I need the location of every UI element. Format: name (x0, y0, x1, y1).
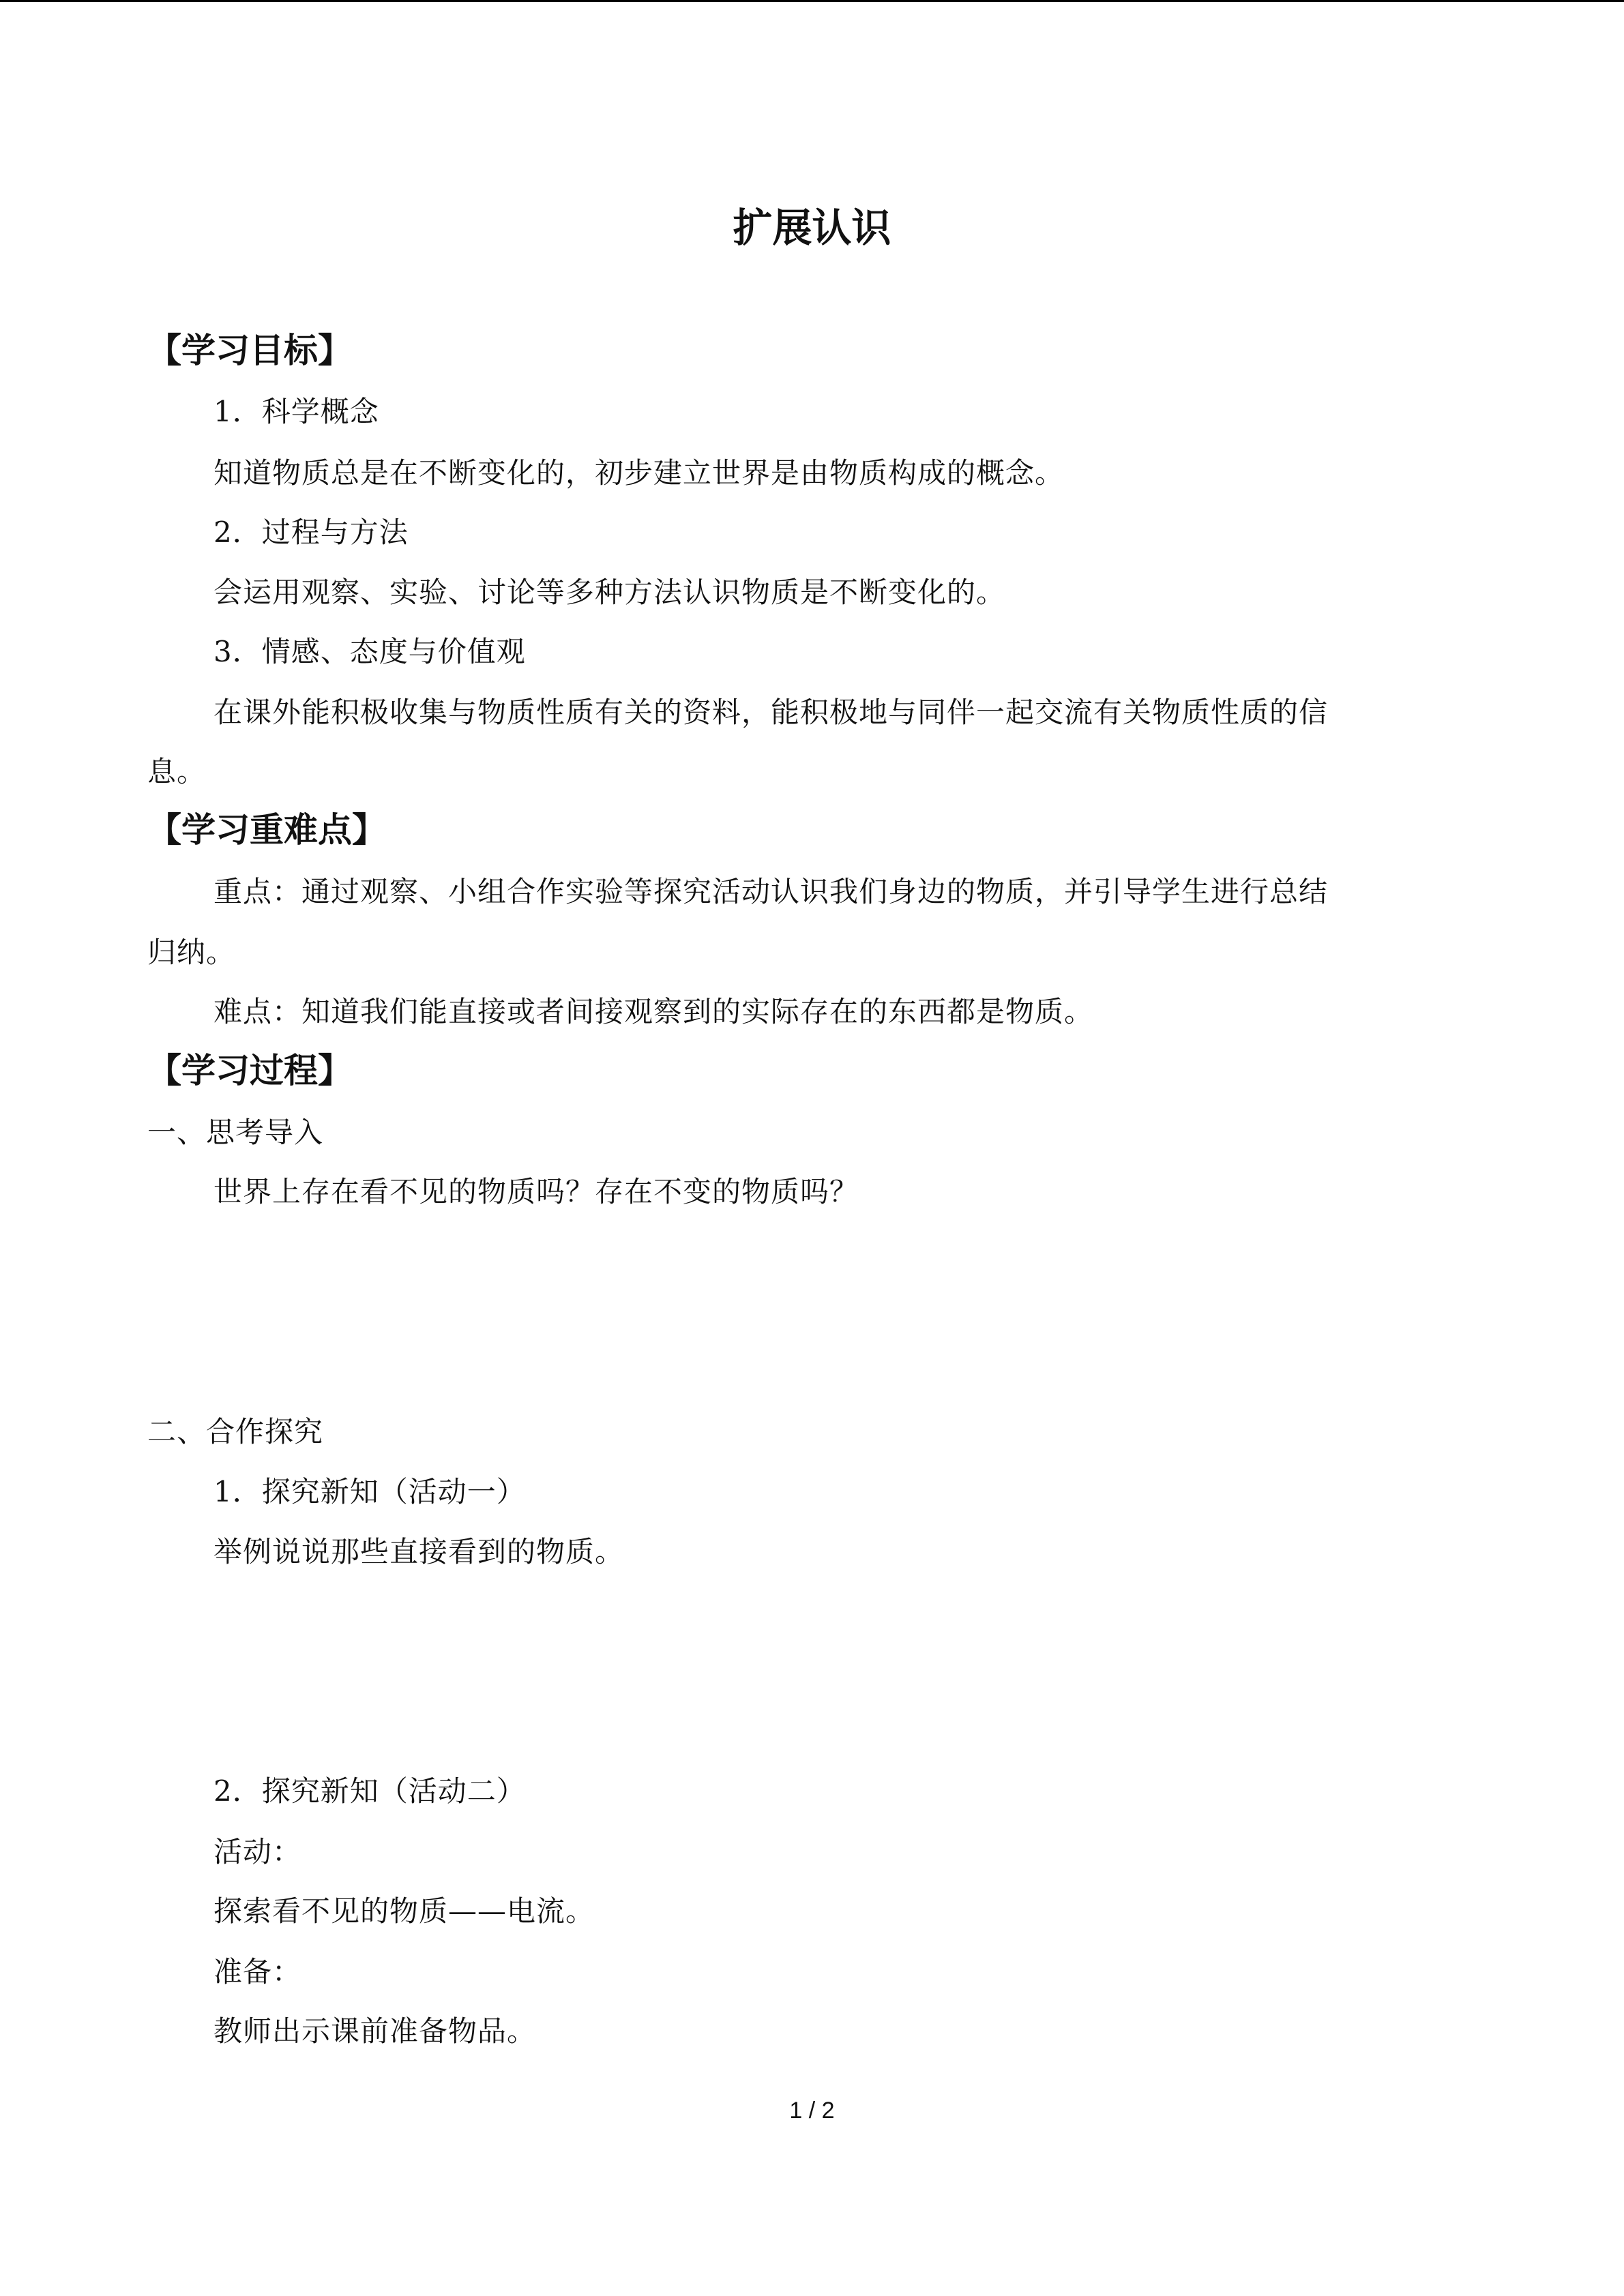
key-point-difficulty: 难点：知道我们能直接或者间接观察到的实际存在的东西都是物质。 (213, 995, 1094, 1028)
activity1-text: 举例说说那些直接看到的物质。 (213, 1535, 625, 1568)
objective-2-title: 2．过程与方法 (213, 516, 409, 549)
objective-3-text-line1: 在课外能积极收集与物质性质有关的资料，能积极地与同伴一起交流有关物质性质的信 (213, 696, 1329, 729)
prep-text: 教师出示课前准备物品。 (213, 2014, 537, 2048)
objective-3-text-line2: 息。 (147, 755, 207, 788)
document-title: 扩展认识 (733, 205, 891, 251)
activity2-text: 探索看不见的物质——电流。 (213, 1894, 595, 1928)
activity2-label: 活动： (213, 1835, 302, 1868)
objective-3-title: 3．情感、态度与价值观 (213, 635, 526, 668)
objective-2-text: 会运用观察、实验、讨论等多种方法认识物质是不断变化的。 (213, 576, 1006, 609)
process-part1-question: 世界上存在看不见的物质吗？存在不变的物质吗？ (213, 1175, 859, 1208)
process-heading: 【学习过程】 (147, 1051, 352, 1090)
key-points-heading: 【学习重难点】 (147, 810, 386, 850)
process-part2-title: 二、合作探究 (147, 1415, 324, 1448)
activity1-title: 1．探究新知（活动一） (213, 1475, 526, 1508)
key-point-focus-line2: 归纳。 (147, 936, 236, 969)
activity2-title: 2．探究新知（活动二） (213, 1774, 526, 1808)
objectives-heading: 【学习目标】 (147, 331, 352, 370)
objective-1-title: 1．科学概念 (213, 395, 379, 428)
page-number: 1 / 2 (789, 2098, 835, 2123)
page-top-border (0, 0, 1624, 2)
key-point-focus-line1: 重点：通过观察、小组合作实验等探究活动认识我们身边的物质，并引导学生进行总结 (213, 875, 1329, 908)
objective-1-text: 知道物质总是在不断变化的，初步建立世界是由物质构成的概念。 (213, 456, 1065, 490)
process-part1-title: 一、思考导入 (147, 1116, 324, 1149)
prep-label: 准备： (213, 1955, 302, 1988)
